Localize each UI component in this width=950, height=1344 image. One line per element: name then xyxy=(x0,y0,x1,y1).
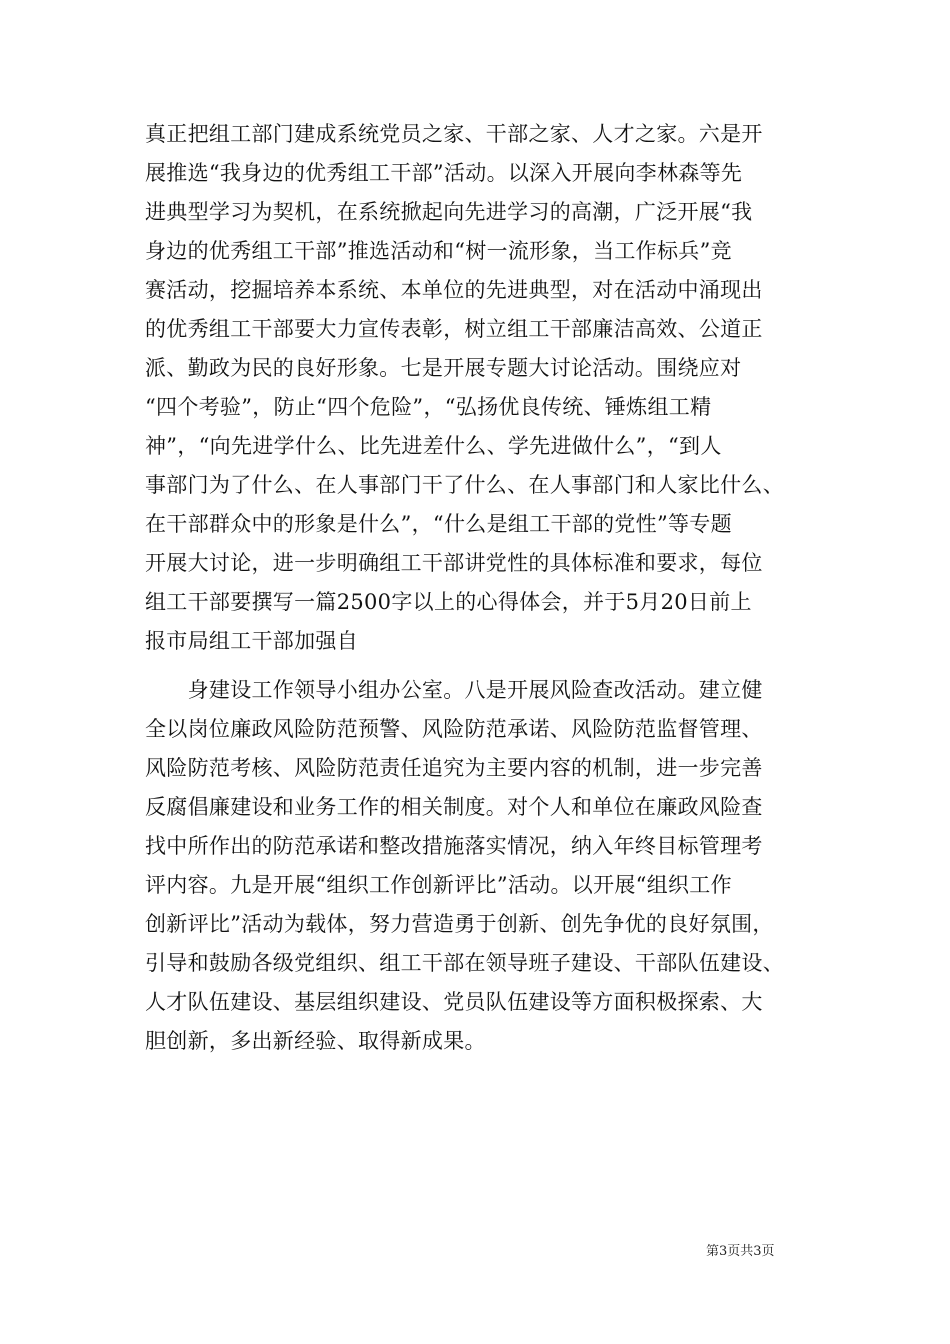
text-line: 事部门为了什么、在人事部门干了什么、在人事部门和人家比什么、 xyxy=(145,473,784,497)
text-line: 全以岗位廉政风险防范预警、风险防范承诺、风险防范监督管理、 xyxy=(145,717,763,741)
text-line: 评内容。九是开展“组织工作创新评比”活动。以开展“组织工作 xyxy=(145,873,732,897)
text-line: 组工干部要撰写一篇2500字以上的心得体会，并于5月20日前上 xyxy=(145,590,752,614)
text-line: 反腐倡廉建设和业务工作的相关制度。对个人和单位在廉政风险查 xyxy=(145,795,763,819)
text-line: 的优秀组工干部要大力宣传表彰，树立组工干部廉洁高效、公道正 xyxy=(145,317,763,341)
text-line: 赛活动，挖掘培养本系统、本单位的先进典型，对在活动中涌现出 xyxy=(145,278,763,302)
text-line: 风险防范考核、风险防范责任追究为主要内容的机制，进一步完善 xyxy=(145,756,763,780)
text-line: “四个考验”，防止“四个危险”，“弘扬优良传统、锤炼组工精 xyxy=(145,395,712,419)
text-line: 身边的优秀组工干部”推选活动和“树一流形象，当工作标兵”竞 xyxy=(145,239,732,263)
text-line: 在干部群众中的形象是什么”，“什么是组工干部的党性”等专题 xyxy=(145,512,732,536)
text-line: 开展大讨论，进一步明确组工干部讲党性的具体标准和要求，每位 xyxy=(145,551,763,575)
text-line: 找中所作出的防范承诺和整改措施落实情况，纳入年终目标管理考 xyxy=(145,834,763,858)
text-line: 引导和鼓励各级党组织、组工干部在领导班子建设、干部队伍建设、 xyxy=(145,951,784,975)
paragraph-gap xyxy=(145,661,815,671)
text-line: 身建设工作领导小组办公室。八是开展风险查改活动。建立健 xyxy=(145,678,763,702)
paragraph-1 xyxy=(145,115,815,661)
text-line: 派、勤政为民的良好形象。七是开展专题大讨论活动。围绕应对 xyxy=(145,356,742,380)
text-line: 创新评比”活动为载体，努力营造勇于创新、创先争优的良好氛围， xyxy=(145,912,774,936)
text-line: 报市局组工干部加强自 xyxy=(145,629,358,653)
text-line: 人才队伍建设、基层组织建设、党员队伍建设等方面积极探索、大 xyxy=(145,990,763,1014)
text-line: 真正把组工部门建成系统党员之家、干部之家、人才之家。六是开 xyxy=(145,122,763,146)
text-line: 进典型学习为契机，在系统掀起向先进学习的高潮，广泛开展“我 xyxy=(145,200,753,224)
text-line: 展推选“我身边的优秀组工干部”活动。以深入开展向李林森等先 xyxy=(145,161,743,185)
body-text xyxy=(145,115,815,1061)
text-line: 神”，“向先进学什么、比先进差什么、学先进做什么”，“到人 xyxy=(145,434,722,458)
paragraph-2 xyxy=(145,671,815,1061)
page-number-footer: 第3页共3页 xyxy=(706,1244,775,1259)
text-line: 胆创新，多出新经验、取得新成果。 xyxy=(145,1029,486,1053)
